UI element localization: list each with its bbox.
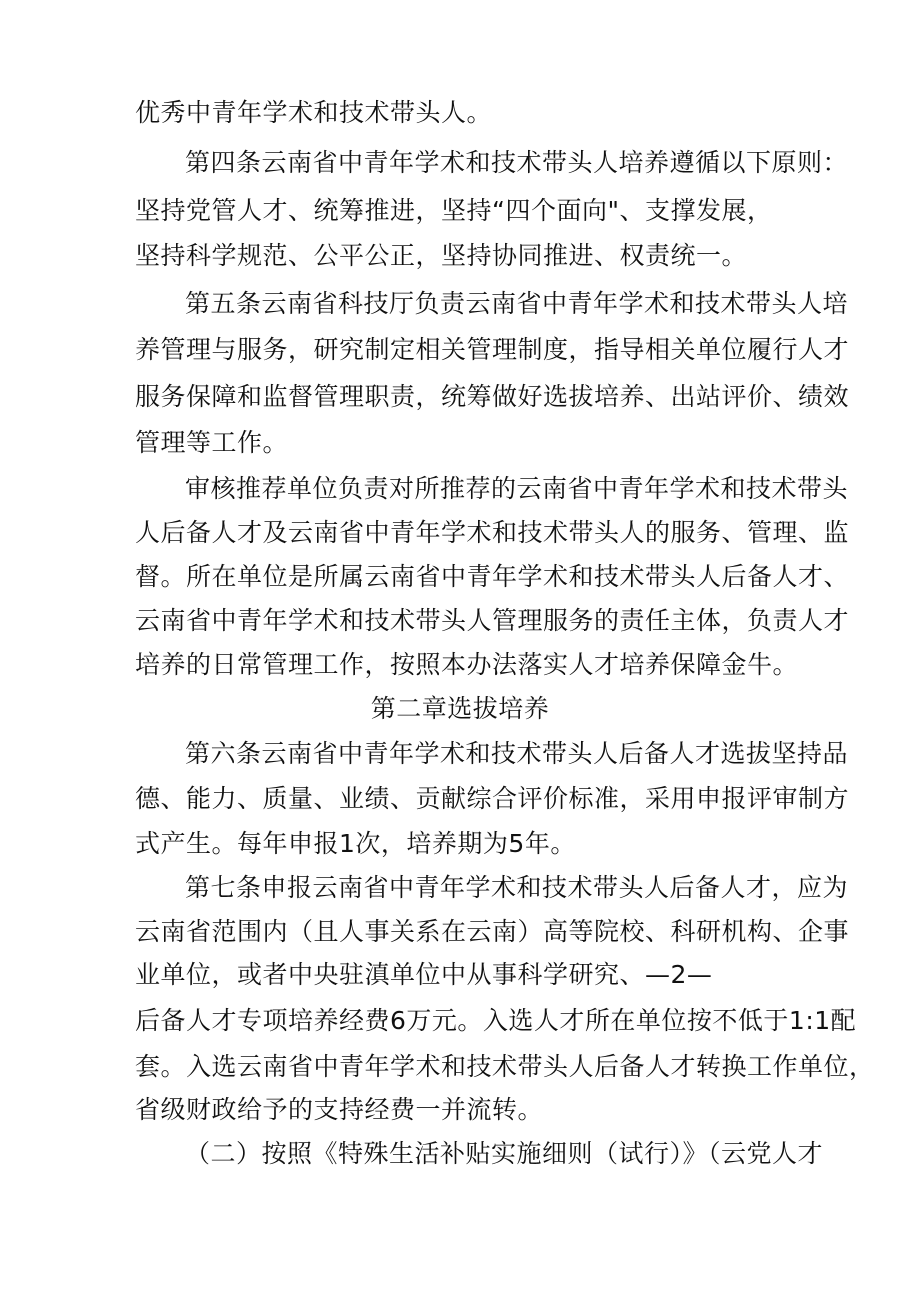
text-line: 坚持科学规范、公平公正，坚持协同推进、权责统一。: [135, 241, 748, 270]
text-line: 培养的日常管理工作，按照本办法落实人才培养保障金牛。: [135, 650, 799, 679]
text-line: 优秀中青年学术和技术带头人。: [135, 98, 493, 127]
chapter-heading: 第二章选拔培养: [370, 694, 550, 723]
text-line-with-page-number: 业单位，或者中央驻滇单位中从事科学研究、—2—: [135, 960, 713, 989]
text-line: 省级财政给予的支持经费一并流转。: [135, 1095, 544, 1124]
text-line: 云南省范围内（且人事关系在云南）高等院校、科研机构、企事: [135, 917, 850, 946]
article-5-heading-line: 第五条云南省科技厅负责云南省中青年学术和技术带头人培: [185, 289, 849, 318]
text-line: 式产生。每年申报1次，培养期为5年。: [135, 829, 576, 858]
text-line: 督。所在单位是所属云南省中青年学术和技术带头人后备人才、: [135, 562, 850, 591]
text-line: 服务保障和监督管理职责，统筹做好选拔培养、出站评价、绩效: [135, 382, 850, 411]
article-6-heading-line: 第六条云南省中青年学术和技术带头人后备人才选拔坚持品: [185, 739, 849, 768]
text-line: 套。入选云南省中青年学术和技术带头人后备人才转换工作单位，: [135, 1052, 875, 1081]
article-7-heading-line: 第七条申报云南省中青年学术和技术带头人后备人才，应为: [185, 873, 849, 902]
text-line: 后备人才专项培养经费6万元。入选人才所在单位按不低于1:1配: [135, 1006, 857, 1035]
text-line: 德、能力、质量、业绩、贡献综合评价标准，采用申报评审制方: [135, 784, 850, 813]
text-line: 云南省中青年学术和技术带头人管理服务的责任主体，负责人才: [135, 606, 850, 635]
text-line: 人后备人才及云南省中青年学术和技术带头人的服务、管理、监: [135, 518, 850, 547]
paragraph-first-line: 审核推荐单位负责对所推荐的云南省中青年学术和技术带头: [185, 474, 849, 503]
article-4-heading-line: 第四条云南省中青年学术和技术带头人培养遵循以下原则：: [185, 148, 849, 177]
text-line: 坚持党管人才、统筹推进，坚持“四个面向"、支撑发展，: [135, 196, 773, 225]
text-line: 养管理与服务，研究制定相关管理制度，指导相关单位履行人才: [135, 335, 850, 364]
paragraph-first-line: （二）按照《特殊生活补贴实施细则（试行）》（云党人才: [185, 1139, 824, 1168]
text-line: 管理等工作。: [135, 428, 289, 457]
